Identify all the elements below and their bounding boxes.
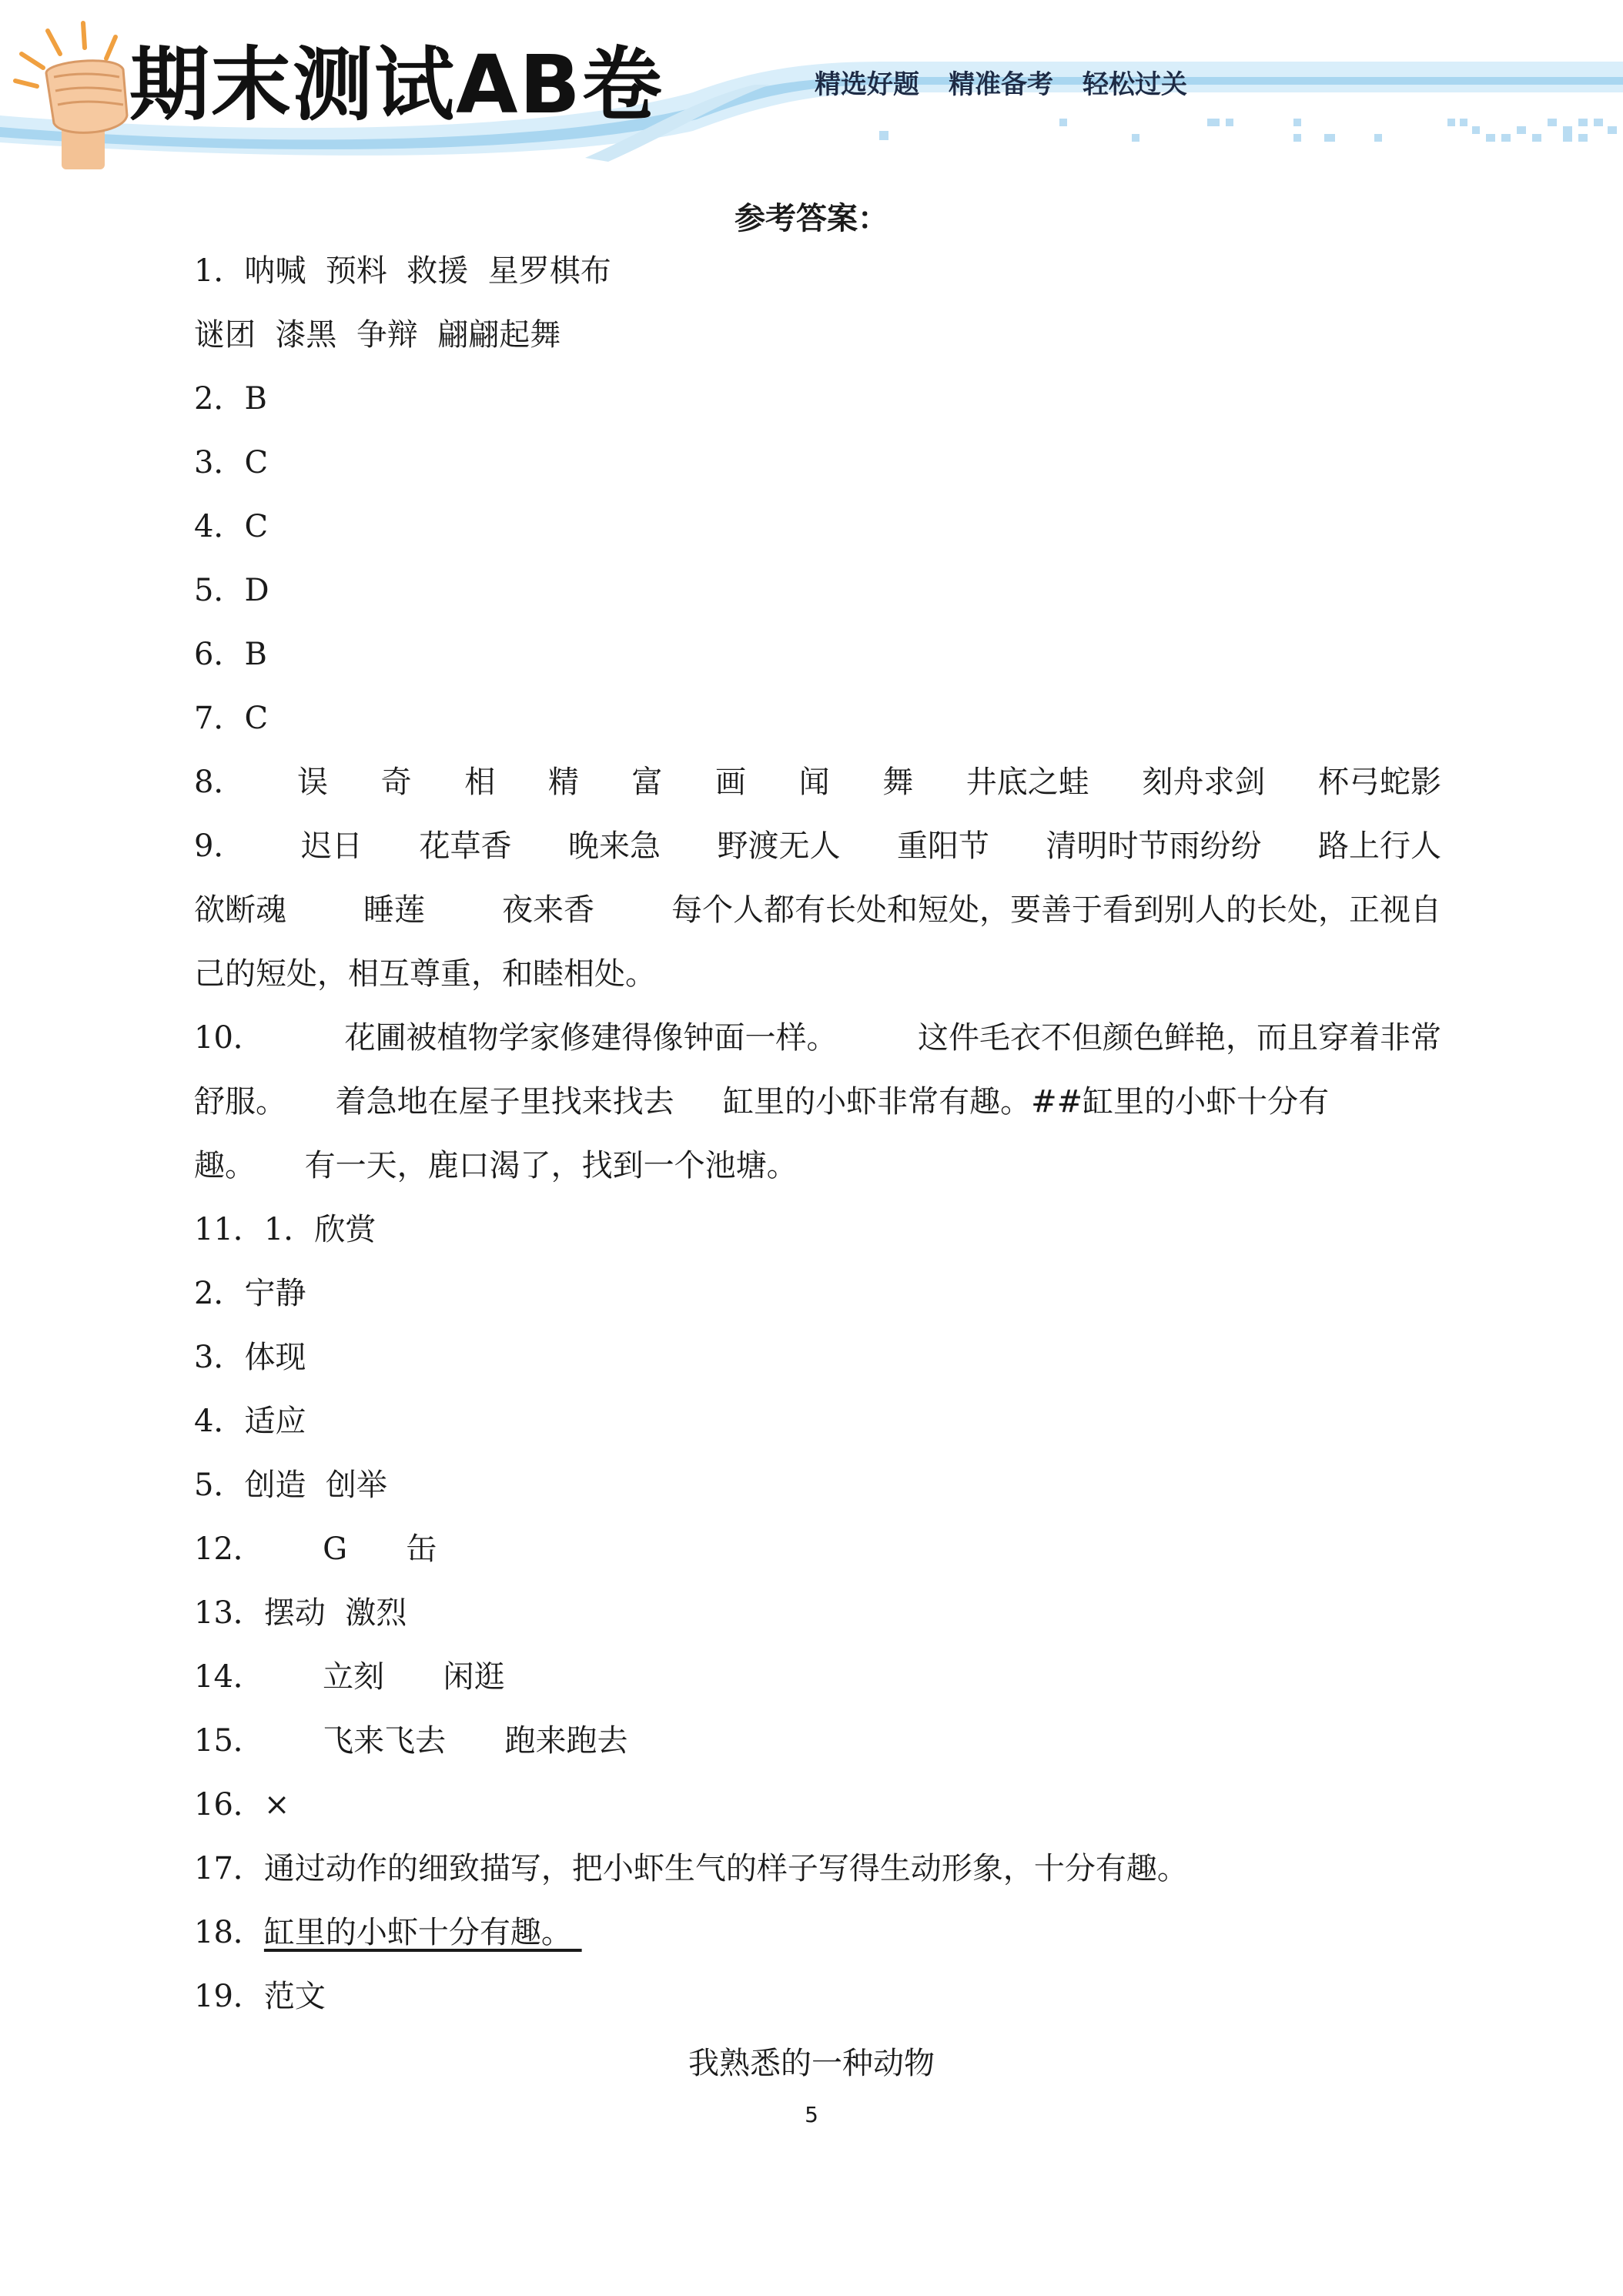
answer-16: 16．× (194, 1787, 290, 1822)
answer-10a (194, 1013, 1441, 1077)
answer-6: 6．B (194, 637, 267, 672)
slogan-2: 精准备考 (949, 69, 1053, 100)
answer-13: 13．摆动 激烈 (194, 1595, 407, 1631)
answer-2: 2．B (194, 381, 267, 417)
answer-8-part: 杯弓蛇影 (1317, 765, 1441, 800)
answer-9a (194, 822, 1441, 885)
answer-9-part: 清明时节雨纷纷 (1046, 828, 1262, 864)
banner-slogans (815, 63, 1187, 101)
answer-9c: 己的短处，相互尊重，和睦相处。 (194, 956, 656, 992)
header-banner (0, 0, 1623, 177)
answer-11-4: 4．适应 (194, 1404, 306, 1439)
answer-18-number: 18． (194, 1915, 264, 1950)
answer-8-part: 误 (297, 765, 329, 800)
answer-17: 17．通过动作的细致描写，把小虾生气的样子写得生动形象，十分有趣。 (194, 1851, 1188, 1886)
answer-10b: 舒服。 着急地在屋子里找来找去 缸里的小虾非常有趣。##缸里的小虾十分有 (194, 1084, 1330, 1120)
answer-18-underlined: 缸里的小虾十分有趣。 (263, 1915, 582, 1950)
answer-8-part: 井底之蛙 (965, 765, 1089, 800)
answer-7: 7．C (194, 701, 269, 736)
answer-9-part: 夜来香 (502, 892, 594, 928)
slogan-1: 精选好题 (815, 69, 919, 100)
answer-9-part: 睡莲 (363, 892, 425, 928)
answer-11-2: 2．宁静 (194, 1276, 306, 1311)
answer-9-part: 欲断魂 (194, 892, 286, 928)
answer-list (194, 246, 1441, 2036)
answer-19: 19．范文 (194, 1979, 326, 2014)
answer-8-part: 舞 (882, 765, 914, 800)
answer-10-part: 这件毛衣不但颜色鲜艳，而且穿着非常 (918, 1020, 1441, 1056)
answer-8-part: 画 (715, 765, 747, 800)
answer-8-part: 相 (464, 765, 496, 800)
answer-8-part: 8． (194, 765, 245, 800)
page-number: 5 (805, 2102, 818, 2127)
answer-10-part: 10． (194, 1020, 264, 1056)
essay-title: 我熟悉的一种动物 (688, 2046, 935, 2081)
answer-10-part: 花圃被植物学家修建得像钟面一样。 (344, 1020, 838, 1056)
answer-10c: 趣。 有一天，鹿口渴了，找到一个池塘。 (194, 1148, 798, 1183)
answer-18 (194, 1908, 1441, 1972)
answer-8-part: 刻舟求剑 (1142, 765, 1266, 800)
answer-1b: 谜团 漆黑 争辩 翩翩起舞 (194, 317, 561, 353)
answer-9-part: 重阳节 (896, 828, 989, 864)
answer-1a: 1．呐喊 预料 救援 星罗棋布 (194, 253, 611, 289)
answer-3: 3．C (194, 445, 269, 480)
answer-8-part: 闻 (798, 765, 830, 800)
answer-9-part: 9． (194, 828, 245, 864)
answer-9-part: 晚来急 (567, 828, 661, 864)
answer-8 (194, 758, 1441, 822)
answer-8-part: 精 (547, 765, 579, 800)
answer-11-3: 3．体现 (194, 1340, 306, 1375)
answer-12: 12． G 缶 (194, 1531, 437, 1567)
answer-9-part: 路上行人 (1317, 828, 1441, 864)
answer-15: 15． 飞来飞去 跑来跑去 (194, 1723, 628, 1759)
answer-11-1: 11．1．欣赏 (194, 1212, 376, 1247)
answer-9-part: 花草香 (419, 828, 512, 864)
banner-title: 期末测试AB卷 (129, 38, 664, 132)
answer-9-part: 野渡无人 (717, 828, 841, 864)
answer-9b (194, 885, 1441, 949)
answer-9-part: 每个人都有长处和短处，要善于看到别人的长处，正视自 (671, 892, 1441, 928)
slogan-3: 轻松过关 (1083, 69, 1187, 100)
answers-heading: 参考答案： (735, 200, 888, 236)
answer-8-part: 奇 (380, 765, 412, 800)
answer-14: 14． 立刻 闲逛 (194, 1659, 505, 1695)
answer-11-5: 5．创造 创举 (194, 1468, 387, 1503)
answer-9-part: 迟日 (300, 828, 363, 864)
answer-8-part: 富 (631, 765, 663, 800)
answer-5: 5．D (194, 573, 269, 608)
answer-4: 4．C (194, 509, 269, 544)
